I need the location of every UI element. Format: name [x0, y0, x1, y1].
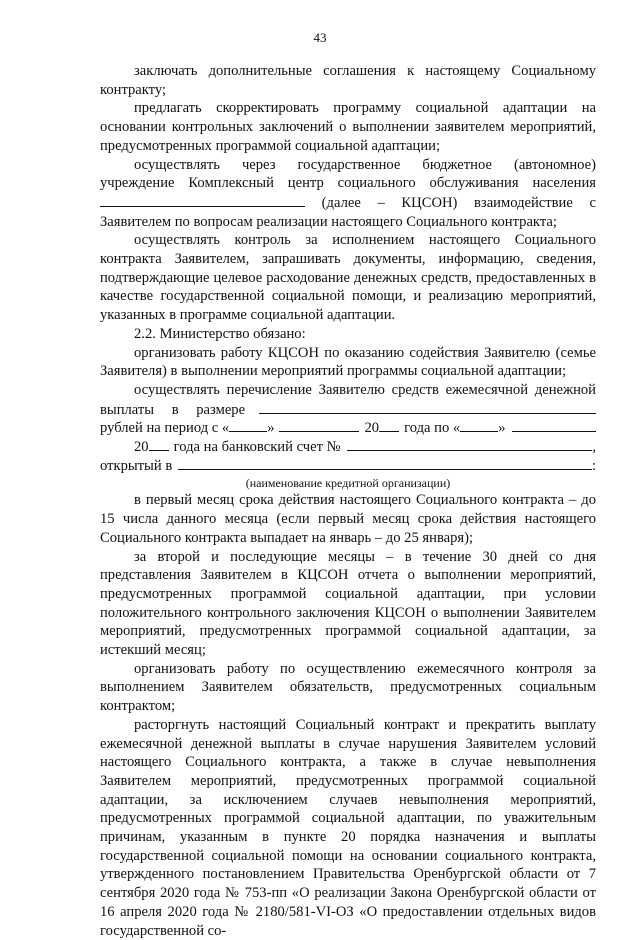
- paragraph: осуществлять перечисление Заявителю средств ежемесячной денежной: [134, 381, 596, 398]
- payment-label: выплаты в размере: [100, 401, 246, 418]
- paragraph: организовать работу по осуществлению ежемесячного контроля за выполнением Заявителем обязательств, предусмотренных социальным контрактом;: [100, 660, 596, 715]
- start-day-blank[interactable]: [229, 418, 267, 432]
- paragraph: заключать дополнительные соглашения к настоящему Социальному контракту;: [100, 63, 596, 98]
- paragraph: осуществлять через государственное бюджетное (автономное) учреждение Комплексный центр социального обслуживания населения: [100, 156, 596, 192]
- opened-in-label: открытый в: [100, 457, 173, 474]
- quote-close: »: [267, 420, 275, 437]
- start-month-blank[interactable]: [279, 418, 359, 432]
- end-year-blank[interactable]: [149, 437, 169, 451]
- paragraph: организовать работу КЦСОН по оказанию содействия Заявителю (семье Заявителя) в выполнении мероприятий программы социальной адаптации;: [100, 344, 596, 380]
- paragraph: в первый месяц срока действия настоящего Социального контракта – до 15 числа данного месяца (если первый месяц срока действия настоящего Социального контракта выпадает на январь – до 25 января);: [100, 492, 596, 546]
- bank-account-blank[interactable]: [347, 437, 593, 451]
- bank-name-caption: (наименование кредитной организации): [245, 476, 451, 491]
- kcson-name-blank[interactable]: [100, 193, 305, 207]
- until-label: года по «: [404, 420, 461, 437]
- paragraph: за второй и последующие месяцы – в течение 30 дней со дня представления Заявителем в КЦСОН отчета о выполнении мероприятий, предусмотренных программой социальной адаптации, при условии положительного контрольного заключения КЦСОН о выполнении Заявителем мероприятий, предусмотренных программой социальной адаптации, за истекший месяц;: [100, 548, 596, 659]
- comma: ,: [592, 439, 596, 456]
- period-label: рублей на период с «: [100, 420, 230, 437]
- colon: :: [591, 457, 596, 474]
- paragraph-with-blank: [100, 193, 596, 231]
- page-number: 43: [313, 30, 327, 45]
- document-body: [100, 62, 596, 940]
- paragraph: расторгнуть настоящий Социальный контракт и прекратить выплату ежемесячной денежной выплаты в случае нарушения Заявителем условий настоящего Социального контракта, а также в случае невыполнения Заявителем мероприятий, предусмотренных программой социальной адаптации, за исключением случаев невыполнения мероприятий, предусмотренных программой социальной адаптации, по уважительным причинам, указанным в пункте 20 порядка назначения и выплаты государственной социальной помощи на основании социального контракта, утвержденного постановлением Правительства Оренбургской области от 7 сентября 2020 года № 753-пп «О реализации Закона Оренбургской области от 16 апреля 2020 года № 2180/581-VI-ОЗ «О предоставлении отдельных видов государственной со-: [100, 716, 596, 939]
- paragraph-text: (далее – КЦСОН) взаимодействие с Заявителем по вопросам реализации настоящего Социального контракта;: [100, 194, 596, 230]
- bank-account-label: года на банковский счет №: [173, 439, 341, 456]
- start-year-blank[interactable]: [379, 418, 399, 432]
- year-prefix: 20: [134, 439, 149, 456]
- quote-close: »: [498, 420, 506, 437]
- end-day-blank[interactable]: [460, 418, 498, 432]
- bank-name-blank[interactable]: [178, 456, 592, 470]
- bank-account-row: [100, 437, 596, 456]
- end-month-blank[interactable]: [512, 418, 597, 432]
- paragraph: осуществлять контроль за исполнением настоящего Социального контракта Заявителем, запрашивать документы, информацию, сведения, подтверждающие целевое расходование денежных средств, предоставленных в качестве государственной социальной помощи, и реализацию мероприятий, указанных в программе социальной адаптации.: [100, 232, 596, 324]
- bank-name-row: [100, 456, 596, 475]
- year-prefix: 20: [364, 420, 380, 437]
- payment-amount-row: [100, 400, 596, 419]
- section-heading: 2.2. Министерство обязано:: [134, 325, 306, 342]
- period-row: [100, 418, 596, 437]
- paragraph: предлагать скорректировать программу социальной адаптации на основании контрольных заключений о выполнении заявителем мероприятий, предусмотренных программой социальной адаптации;: [100, 100, 596, 154]
- payment-amount-blank[interactable]: [259, 400, 596, 414]
